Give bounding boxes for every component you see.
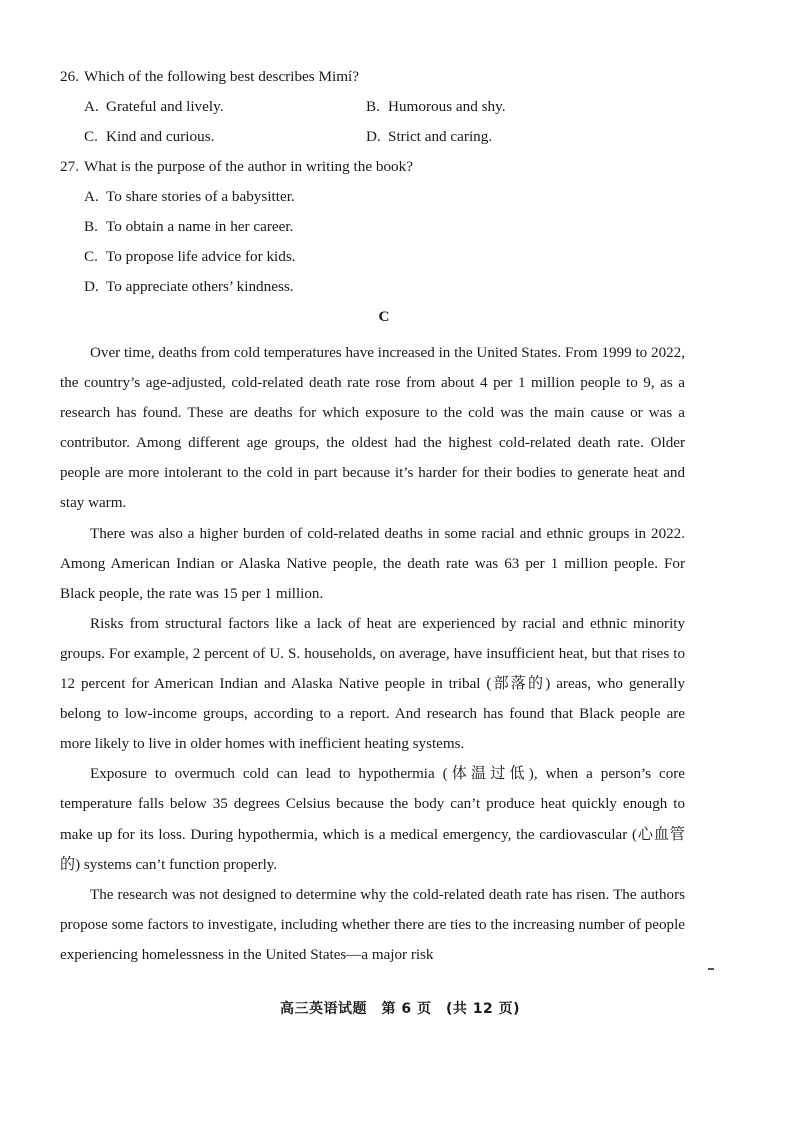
option-a: [84, 182, 708, 212]
passage-paragraph: Risks from structural factors like a lack of heat are experienced by racial and ethnic minority groups. For example, 2 percent of U. S. households, on average, have insufficient heat, but that rises to 12 percent for American Indian and Alaska Native people in tribal (部落的) areas, who generally belong to low-income groups, according to a report. And research has found that Black people are more likely to live in older homes with inefficient heating systems.: [60, 615, 685, 753]
passage-paragraph: There was also a higher burden of cold-related deaths in some racial and ethnic groups in 2022. Among American Indian or Alaska Native people, the death rate was 63 per 1 million people. For Black people, the rate was 15 per 1 million.: [60, 525, 685, 602]
option-text: To propose life advice for kids.: [106, 248, 296, 265]
option-label: A.: [84, 188, 99, 205]
option-label: D.: [366, 128, 381, 145]
option-a: [84, 92, 366, 122]
margin-mark: [708, 968, 714, 970]
answer-options: [60, 92, 708, 152]
option-label: D.: [84, 278, 99, 295]
option-text: To share stories of a babysitter.: [106, 188, 295, 205]
question-26: [60, 62, 708, 152]
passage-paragraph: Over time, deaths from cold temperatures have increased in the United States. From 1999 to 2022, the country’s age-adjusted, cold-related death rate rose from about 4 per 1 million people to 9, as a research has found. These are deaths for which exposure to the cold was the main cause or was a contributor. Among different age groups, the oldest had the highest cold-related death rate. Older people are more intolerant to the cold in part because it’s harder for their bodies to generate heat and stay warm.: [60, 345, 685, 512]
option-text: To appreciate others’ kindness.: [106, 278, 294, 295]
option-text: Strict and caring.: [388, 128, 493, 145]
option-b: [366, 92, 666, 122]
page-footer: 高三英语试题 第 6 页 (共 12 页): [279, 1001, 521, 1017]
answer-options: [60, 182, 708, 302]
question-stem: [60, 62, 708, 92]
option-b: [84, 212, 708, 242]
section-heading: C: [378, 308, 390, 325]
option-text: Humorous and shy.: [388, 98, 506, 115]
passage-paragraph: The research was not designed to determine why the cold-related death rate has risen. The authors propose some factors to investigate, including whether there are ties to the increasing number of people experiencing homelessness in the United States—a major risk: [60, 886, 685, 963]
option-text: Kind and curious.: [106, 128, 215, 145]
option-d: [84, 272, 708, 302]
option-label: B.: [366, 98, 380, 115]
option-label: C.: [84, 128, 98, 145]
option-text: Grateful and lively.: [106, 98, 224, 115]
question-number: 27.: [60, 158, 79, 175]
question-27: [60, 152, 708, 302]
question-number: 26.: [60, 68, 79, 85]
option-c: [84, 242, 708, 272]
option-label: C.: [84, 248, 98, 265]
option-c: [84, 122, 366, 152]
question-text: What is the purpose of the author in writing the book?: [84, 158, 413, 175]
question-stem: [60, 152, 708, 182]
option-label: A.: [84, 98, 99, 115]
option-text: To obtain a name in her career.: [106, 218, 294, 235]
option-label: B.: [84, 218, 98, 235]
passage-paragraph: Exposure to overmuch cold can lead to hypothermia (体温过低), when a person’s core temperature falls below 35 degrees Celsius because the body can’t produce heat quickly enough to make up for its loss. During hypothermia, which is a medical emergency, the cardiovascular (心血管的) systems can’t function properly.: [60, 766, 685, 873]
question-text: Which of the following best describes Mimí?: [84, 68, 359, 85]
reading-passage: [60, 338, 685, 970]
option-d: [366, 122, 666, 152]
